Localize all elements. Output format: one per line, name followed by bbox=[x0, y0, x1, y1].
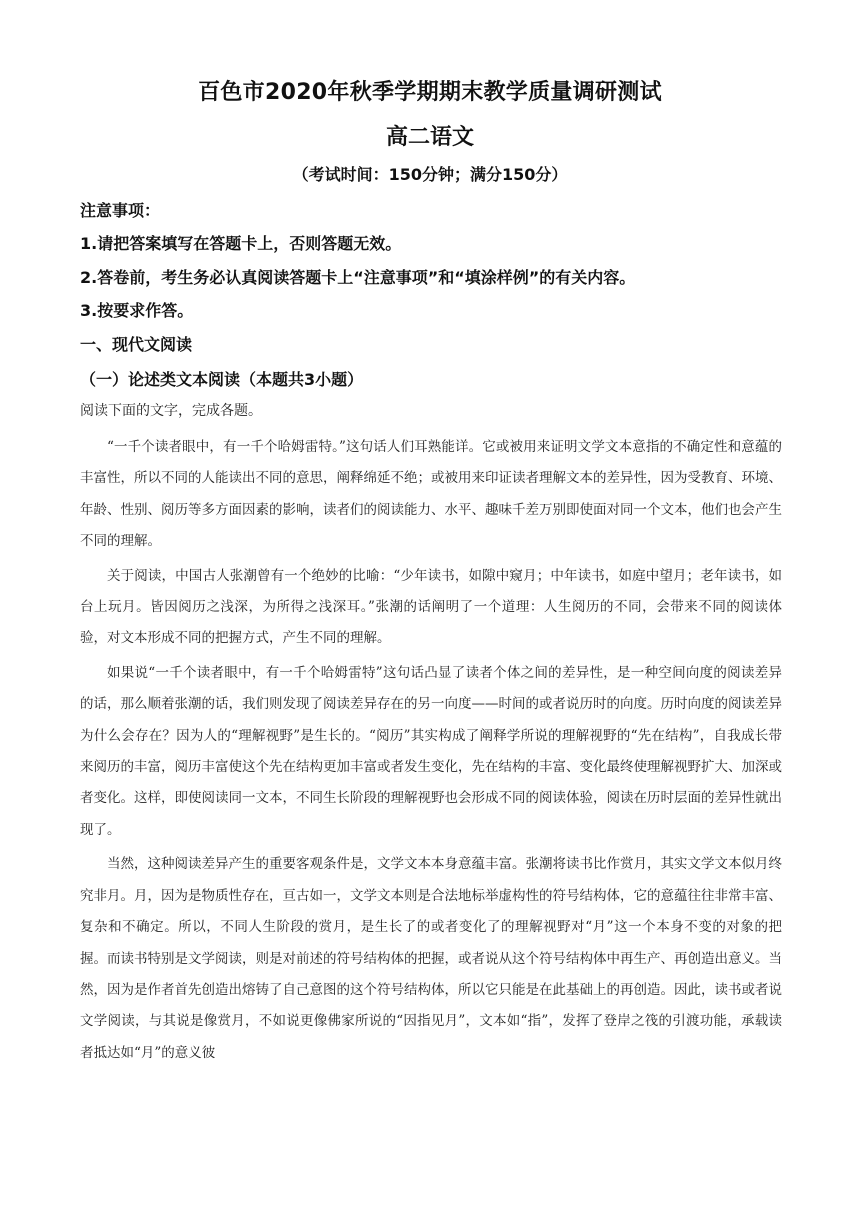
notice-item-2: 2.答卷前，考生务必认真阅读答题卡上“注意事项”和“填涂样例”的有关内容。 bbox=[80, 268, 636, 287]
section-subtitle: （一）论述类文本阅读（本题共3小题） bbox=[80, 370, 364, 389]
passage-paragraph-2: 关于阅读，中国古人张潮曾有一个绝妙的比喻：“少年读书，如隙中窥月；中年读书，如庭中望月；老年读书，如台上玩月。皆因阅历之浅深，为所得之浅深耳。”张潮的话阐明了一个道理：人生阅历的不同，会带来不同的阅读体验，对文本形成不同的把握方式，产生不同的理解。 bbox=[80, 567, 782, 647]
section-title: 一、现代文阅读 bbox=[80, 335, 193, 354]
passage-paragraph-1: “一千个读者眼中，有一千个哈姆雷特。”这句话人们耳熟能详。它或被用来证明文学文本意指的不确定性和意蕴的丰富性，所以不同的人能读出不同的意思，阐释绵延不绝；或被用来印证读者理解文本的差异性，因为受教育、环境、年龄、性别、阅历等多方面因素的影响，读者们的阅读能力、水平、趣味千差万别即使面对同一个文本，他们也会产生不同的理解。 bbox=[80, 439, 782, 550]
notice-heading: 注意事项： bbox=[80, 201, 161, 220]
notice-item-3: 3.按要求作答。 bbox=[80, 301, 194, 320]
passage-paragraph-4: 当然，这种阅读差异产生的重要客观条件是，文学文本本身意蕴丰富。张潮将读书比作赏月，其实文学文本似月终究非月。月，因为是物质性存在，亘古如一，文学文本则是合法地标举虚构性的符号结构体，它的意蕴往往非常丰富、复杂和不确定。所以，不同人生阶段的赏月，是生长了的或者变化了的理解视野对“月”这一个本身不变的对象的把握。而读书特别是文学阅读，则是对前述的符号结构体的把握，或者说从这个符号结构体中再生产、再创造出意义。当然，因为是作者首先创造出熔铸了自己意图的这个符号结构体，所以它只能是在此基础上的再创造。因此，读书或者说文学阅读，与其说是像赏月，不如说更像佛家所说的“因指见月”，文本如“指”，发挥了登岸之筏的引渡功能，承载读者抵达如“月”的意义彼 bbox=[80, 856, 782, 1061]
exam-info: （考试时间：150分钟；满分150分） bbox=[292, 165, 568, 184]
reading-passage bbox=[80, 432, 782, 1069]
reading-instruction: 阅读下面的文字，完成各题。 bbox=[80, 403, 262, 419]
exam-subject: 高二语文 bbox=[385, 125, 474, 150]
exam-title: 百色市2020年秋季学期期末教学质量调研测试 bbox=[198, 80, 662, 105]
notice-item-1: 1.请把答案填写在答题卡上，否则答题无效。 bbox=[80, 234, 402, 253]
passage-paragraph-3: 如果说“一千个读者眼中，有一千个哈姆雷特”这句话凸显了读者个体之间的差异性，是一种空间向度的阅读差异的话，那么顺着张潮的话，我们则发现了阅读差异存在的另一向度——时间的或者说历时的向度。历时向度的阅读差异为什么会存在？因为人的“理解视野”是生长的。“阅历”其实构成了阐释学所说的理解视野的“先在结构”，自我成长带来阅历的丰富，阅历丰富使这个先在结构更加丰富或者发生变化，先在结构的丰富、变化最终使理解视野扩大、加深或者变化。这样，即使阅读同一文本，不同生长阶段的理解视野也会形成不同的阅读体验，阅读在历时层面的差异性就出现了。 bbox=[80, 664, 782, 838]
